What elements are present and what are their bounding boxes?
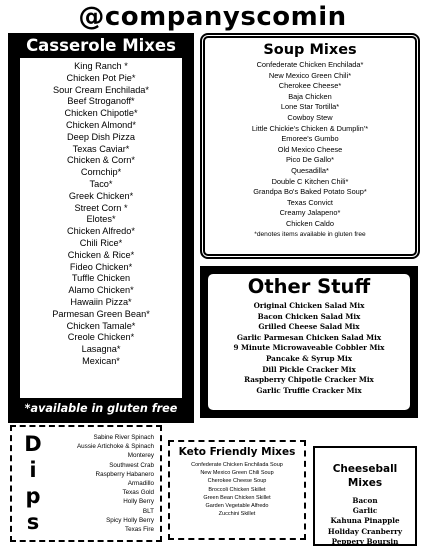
cheeseball-item: Peppery Boursin [331, 536, 399, 546]
soup-item: Grandpa Bo's Baked Potato Soup* [253, 187, 367, 197]
dips-panel [10, 425, 162, 542]
casserole-item: Beef Stroganoff* [67, 96, 135, 107]
keto-item: Green Bean Chicken Skillet [203, 494, 271, 501]
soup-item: Confederate Chicken Enchilada* [256, 60, 364, 69]
dip-item: Texas Gold [122, 489, 154, 497]
keto-list [170, 461, 304, 518]
casserole-item: Taco* [89, 178, 113, 189]
cheeseball-item: Bacon [352, 496, 378, 505]
soup-item: New Mexico Green Chili* [268, 70, 352, 80]
soup-gluten-free-note: *denotes items available in gluten free [254, 230, 366, 238]
other-stuff-heading: Other Stuff [247, 275, 371, 298]
casserole-list-box [20, 58, 182, 398]
casserole-item: Parmesan Green Bean* [52, 308, 150, 319]
casserole-item: Tuffle Chicken [71, 273, 131, 284]
dips-heading-letter: i [29, 458, 37, 482]
cheeseball-mixes-panel [313, 446, 417, 546]
dip-item: BLT [142, 507, 154, 515]
soup-list [209, 60, 411, 230]
cheeseball-list [315, 496, 415, 547]
dip-item: Armadillo [127, 480, 154, 488]
keto-item: Confederate Chicken Enchilada Soup [191, 462, 283, 468]
cheeseball-heading: Cheeseball Mixes [332, 463, 398, 489]
dip-item: Texas Fire [124, 526, 154, 534]
casserole-item: Mexican* [82, 355, 120, 366]
dip-item: Raspberry Habanero [95, 470, 154, 478]
soup-item: Double C Kitchen Chili* [271, 176, 349, 186]
other-stuff-item: Dill Pickle Cracker Mix [262, 364, 356, 374]
other-stuff-item: Pancake & Syrup Mix [265, 353, 353, 363]
gluten-free-note: *available in gluten free [24, 402, 178, 415]
soup-item: Cherokee Cheese* [278, 81, 342, 91]
casserole-item: Chicken Pot Pie* [66, 72, 136, 83]
other-stuff-item: 9 Minute Microwaveable Cobbler Mix [233, 343, 385, 353]
casserole-item: Chili Rice* [79, 237, 123, 248]
keto-item: Cherokee Cheese Soup [207, 478, 267, 485]
soup-item: Emoree's Gumbo [281, 134, 339, 144]
other-stuff-item: Raspberry Chipotle Cracker Mix [244, 375, 374, 385]
casserole-item: Chicken Alfredo* [67, 226, 135, 237]
casserole-item: Creole Chicken* [67, 332, 135, 343]
other-stuff-item: Garlic Truffle Cracker Mix [256, 385, 362, 395]
keto-heading: Keto Friendly Mixes [178, 446, 296, 458]
cheeseball-item: Kahuna Pinapple [330, 516, 400, 526]
dip-item: Sabine River Spinach [93, 434, 154, 441]
casserole-item: Alamo Chicken* [68, 285, 134, 296]
other-stuff-panel [200, 266, 418, 418]
dip-item: Monterey [127, 452, 154, 460]
soup-item: Baja Chicken [288, 91, 332, 101]
page-title: @companyscomin [78, 2, 347, 32]
soup-item: Creamy Jalapeno* [279, 208, 341, 218]
dips-heading-letter: s [26, 510, 40, 534]
dips-heading-letter: D [24, 432, 42, 456]
other-stuff-item: Original Chicken Salad Mix [253, 301, 365, 310]
other-stuff-item: Grilled Cheese Salad Mix [258, 322, 360, 332]
casserole-item: Lasagna* [81, 344, 121, 355]
casserole-item: Cornchip* [80, 167, 122, 178]
casserole-item: Chicken & Corn* [67, 155, 135, 166]
casserole-item: Street Corn * [74, 202, 128, 213]
keto-item: Garden Vegetable Alfredo [205, 503, 269, 510]
casserole-list [20, 58, 182, 368]
soup-item: Pico De Gallo* [285, 155, 335, 165]
keto-item: Zucchini Skillet [218, 511, 256, 518]
soup-item: Cowboy Stew [287, 112, 333, 122]
casserole-item: Hawaiin Pizza* [70, 296, 132, 307]
casserole-mixes-panel [8, 33, 194, 423]
soup-item: Texas Convict [286, 197, 333, 207]
casserole-item: Fideo Chicken* [69, 261, 133, 272]
dip-item: Spicy Holly Berry [106, 516, 154, 524]
casserole-item: King Ranch * [74, 61, 128, 71]
other-stuff-item: Garlic Parmesan Chicken Salad Mix [236, 332, 382, 342]
dip-item: Holly Berry [123, 498, 154, 506]
soup-item: Quesadilla* [291, 165, 329, 175]
soup-mixes-panel [200, 33, 420, 259]
other-stuff-item: Bacon Chicken Salad Mix [257, 311, 361, 321]
cheeseball-item: Garlic [352, 506, 378, 516]
dip-item: Aussie Artichoke & Spinach [76, 443, 154, 451]
casserole-item: Chicken Almond* [66, 119, 136, 130]
soup-item: Little Chickie's Chicken & Dumplin'* [251, 123, 369, 133]
casserole-item: Chicken Chipotle* [64, 108, 138, 119]
keto-item: New Mexico Green Chili Soup [200, 470, 274, 477]
soup-item: Lone Star Tortilla* [280, 102, 340, 112]
other-stuff-inner [208, 274, 410, 410]
casserole-item: Sour Cream Enchilada* [52, 84, 149, 95]
casserole-item: Elotes* [86, 214, 116, 225]
casserole-heading: Casserole Mixes [26, 36, 176, 55]
soup-heading: Soup Mixes [263, 42, 357, 58]
dips-heading [20, 431, 46, 535]
casserole-item: Deep Dish Pizza [67, 131, 135, 142]
casserole-item: Chicken Tamale* [66, 320, 136, 331]
keto-friendly-panel [168, 440, 306, 540]
casserole-item: Chicken & Rice* [67, 249, 135, 260]
other-stuff-list [208, 301, 410, 396]
soup-item: Old Mexico Cheese [277, 144, 343, 154]
casserole-item: Greek Chicken* [68, 190, 134, 201]
keto-item: Broccoli Chicken Skillet [208, 486, 266, 493]
dips-list [44, 433, 154, 534]
dip-item: Southwest Crab [109, 461, 154, 469]
dips-heading-letter: p [25, 484, 41, 508]
cheeseball-item: Holiday Cranberry [327, 526, 403, 536]
casserole-item: Texas Caviar* [72, 143, 130, 154]
soup-item: Chicken Caldo [285, 218, 335, 228]
